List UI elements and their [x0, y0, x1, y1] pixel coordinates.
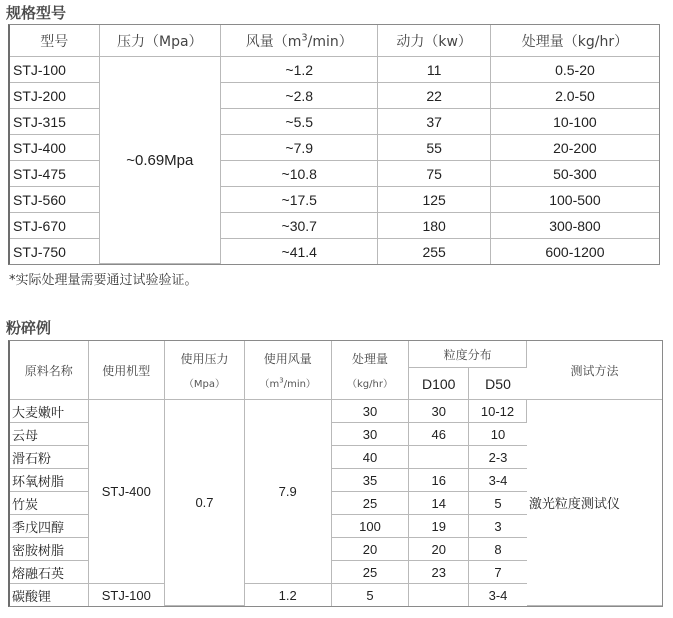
model-cell: STJ-670	[10, 213, 100, 239]
air-cell: ~2.8	[221, 83, 378, 109]
material-cell: 碳酸锂	[10, 584, 89, 606]
material-cell: 滑石粉	[10, 446, 89, 469]
machine-cell: STJ-100	[89, 584, 166, 606]
power-cell: 75	[378, 161, 490, 187]
model-cell: STJ-560	[10, 187, 100, 213]
capacity-cell: 30	[332, 400, 410, 423]
model-cell: STJ-100	[10, 57, 100, 83]
header-machine: 使用机型	[89, 341, 166, 400]
test-method-cell: 激光粒度测试仪	[527, 400, 662, 606]
capacity-cell: 25	[332, 561, 410, 584]
material-cell: 云母	[10, 423, 89, 446]
capacity-cell: 50-300	[491, 161, 659, 187]
capacity-cell: 2.0-50	[491, 83, 659, 109]
capacity-cell: 300-800	[491, 213, 659, 239]
model-cell: STJ-400	[10, 135, 100, 161]
power-cell: 11	[378, 57, 490, 83]
capacity-cell: 100-500	[491, 187, 659, 213]
d50-cell: 3-4	[469, 469, 527, 492]
model-cell: STJ-200	[10, 83, 100, 109]
capacity-cell: 20-200	[491, 135, 659, 161]
air-cell: ~41.4	[221, 239, 378, 264]
capacity-cell: 5	[332, 584, 410, 606]
d50-cell: 3-4	[469, 584, 527, 606]
table-row	[10, 57, 659, 83]
air-cell: ~10.8	[221, 161, 378, 187]
spec-table	[8, 24, 660, 265]
air-cell: 1.2	[245, 584, 332, 606]
header-capacity: 处理量 （kg/hr）	[332, 341, 410, 400]
d50-cell: 7	[469, 561, 527, 584]
header-test-method: 测试方法	[527, 341, 662, 400]
d100-cell: 14	[409, 492, 469, 515]
power-cell: 180	[378, 213, 490, 239]
header-d100: D100	[409, 368, 469, 400]
header-model: 型号	[10, 25, 100, 57]
material-cell: 竹炭	[10, 492, 89, 515]
capacity-note: *实际处理量需要通过试验验证。	[9, 273, 198, 288]
crush-example-table	[8, 340, 663, 607]
header-pressure: 压力（Mpa）	[100, 25, 222, 57]
model-cell: STJ-475	[10, 161, 100, 187]
capacity-cell: 600-1200	[491, 239, 659, 264]
header-capacity: 处理量（kg/hr）	[491, 25, 659, 57]
header-air-volume: 风量$(m^3/\min)$	[221, 25, 378, 57]
power-cell: 37	[378, 109, 490, 135]
d50-cell: 2-3	[469, 446, 527, 469]
power-cell: 125	[378, 187, 490, 213]
material-cell: 熔融石英	[10, 561, 89, 584]
shared-pressure-cell: ~0.69Mpa	[100, 57, 222, 264]
d100-cell: 16	[409, 469, 469, 492]
crush-section-title: 粉碎例	[6, 319, 52, 337]
power-cell: 22	[378, 83, 490, 109]
d100-cell	[409, 584, 469, 606]
d50-cell: 8	[469, 538, 527, 561]
capacity-cell: 35	[332, 469, 410, 492]
d100-cell: 30	[409, 400, 469, 423]
material-cell: 密胺树脂	[10, 538, 89, 561]
capacity-cell: 100	[332, 515, 410, 538]
model-cell: STJ-750	[10, 239, 100, 264]
material-cell: 环氧树脂	[10, 469, 89, 492]
d100-cell: 20	[409, 538, 469, 561]
air-cell: ~17.5	[221, 187, 378, 213]
capacity-cell: 0.5-20	[491, 57, 659, 83]
model-cell: STJ-315	[10, 109, 100, 135]
capacity-cell: 25	[332, 492, 410, 515]
header-power: 动力（kw）	[378, 25, 490, 57]
header-use-air: 使用风量 $(m^3/\min)$	[245, 341, 332, 400]
header-d50: D50	[469, 368, 527, 400]
capacity-cell: 10-100	[491, 109, 659, 135]
group-machine-cell: STJ-400	[89, 400, 166, 584]
group-pressure-cell: 0.7	[165, 400, 245, 606]
d50-cell: 3	[469, 515, 527, 538]
power-cell: 55	[378, 135, 490, 161]
air-cell: ~30.7	[221, 213, 378, 239]
group-air-cell: 7.9	[245, 400, 332, 584]
capacity-cell: 20	[332, 538, 410, 561]
capacity-cell: 30	[332, 423, 410, 446]
d50-cell: 10-12	[469, 400, 527, 423]
spec-section-title: 规格型号	[6, 4, 67, 22]
air-cell: ~5.5	[221, 109, 378, 135]
material-cell: 季戊四醇	[10, 515, 89, 538]
power-cell: 255	[378, 239, 490, 264]
d50-cell: 10	[469, 423, 527, 446]
d100-cell: 23	[409, 561, 469, 584]
d100-cell: 19	[409, 515, 469, 538]
table-row	[10, 400, 662, 423]
header-use-pressure: 使用压力 （Mpa）	[165, 341, 245, 400]
header-material: 原料名称	[10, 341, 89, 400]
d100-cell: 46	[409, 423, 469, 446]
capacity-cell: 40	[332, 446, 410, 469]
d100-cell	[409, 446, 469, 469]
header-distribution: 粒度分布	[409, 341, 527, 368]
material-cell: 大麦嫩叶	[10, 400, 89, 423]
air-cell: ~7.9	[221, 135, 378, 161]
air-cell: ~1.2	[221, 57, 378, 83]
d50-cell: 5	[469, 492, 527, 515]
